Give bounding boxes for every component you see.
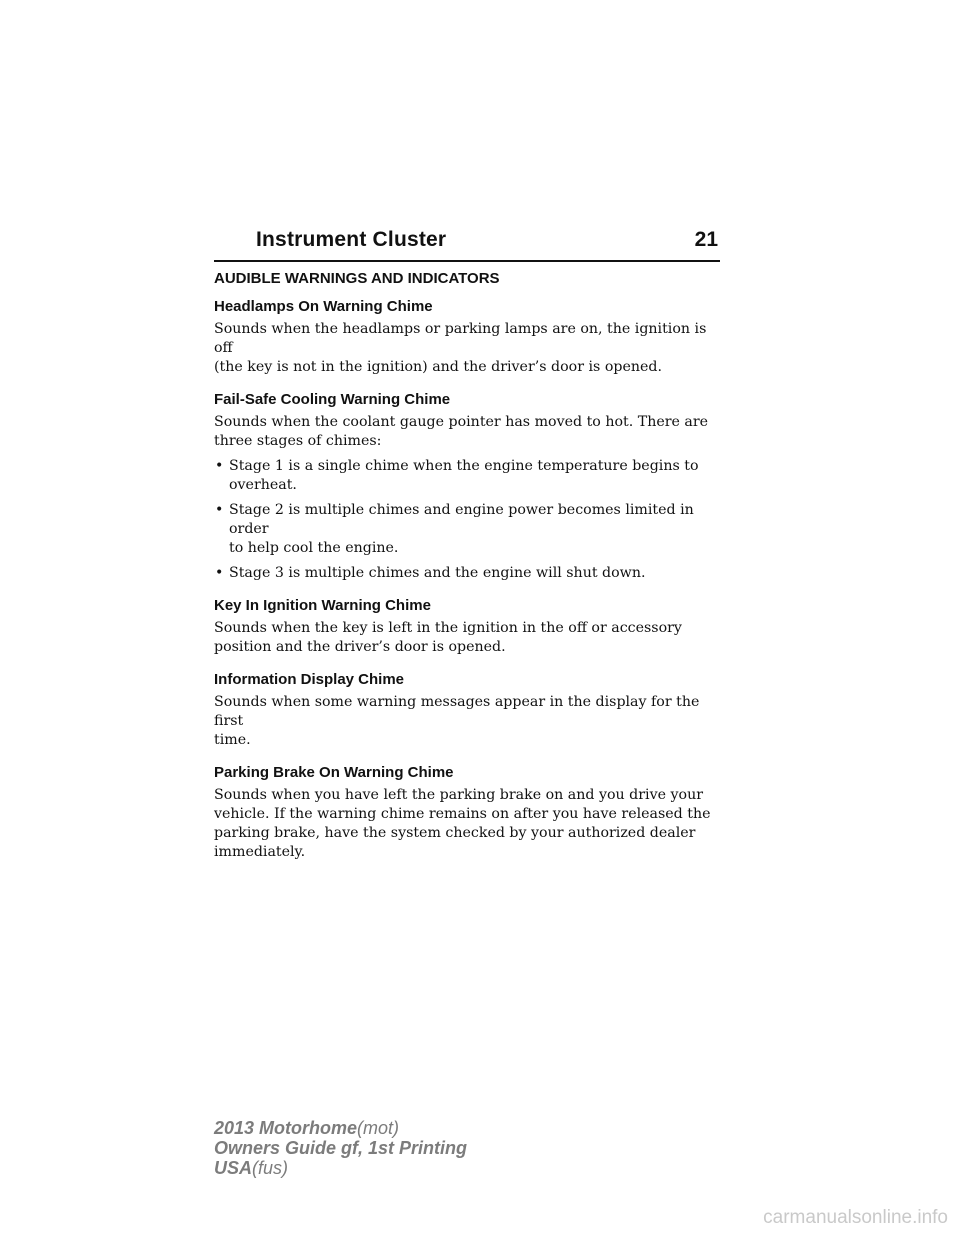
text-line: vehicle. If the warning chime remains on after you have released the xyxy=(214,806,711,822)
paragraph xyxy=(214,693,724,750)
text-line: Sounds when the coolant gauge pointer has moved to hot. There are xyxy=(214,414,709,430)
bullet-icon: • xyxy=(215,458,224,474)
page-header xyxy=(214,228,720,262)
paragraph xyxy=(214,619,724,657)
text-line: time. xyxy=(214,732,251,748)
page-content xyxy=(214,270,724,862)
bullet-list xyxy=(214,457,724,583)
bullet-text-line: to help cool the engine. xyxy=(229,540,399,556)
bullet-item xyxy=(214,457,724,495)
subsection-heading: Parking Brake On Warning Chime xyxy=(214,764,454,781)
subsection-heading: Key In Ignition Warning Chime xyxy=(214,597,431,614)
footer-line-model xyxy=(214,1118,467,1138)
text-line: Sounds when some warning messages appear in the display for the first xyxy=(214,694,700,729)
paragraph xyxy=(214,413,724,451)
section-body xyxy=(214,298,724,862)
bullet-text-line: Stage 2 is multiple chimes and engine power becomes limited in order xyxy=(229,502,694,537)
subsection-heading: Information Display Chime xyxy=(214,671,405,688)
text-line: Sounds when the key is left in the ignition in the off or accessory xyxy=(214,620,682,636)
subsection-heading: Fail-Safe Cooling Warning Chime xyxy=(214,391,451,408)
bullet-text-line: Stage 3 is multiple chimes and the engine will shut down. xyxy=(229,565,646,581)
watermark-text: carmanualsonline.info xyxy=(763,1207,948,1228)
text-line: (the key is not in the ignition) and the driver’s door is opened. xyxy=(214,359,662,375)
text-line: immediately. xyxy=(214,844,306,860)
text-line: three stages of chimes: xyxy=(214,433,382,449)
section-title: AUDIBLE WARNINGS AND INDICATORS xyxy=(214,270,500,287)
header-rule xyxy=(214,260,720,262)
bullet-text-line: Stage 1 is a single chime when the engine temperature begins to xyxy=(229,458,699,474)
bullet-icon: • xyxy=(215,502,224,518)
footer-model-code: (mot) xyxy=(357,1118,400,1138)
bullet-icon: • xyxy=(215,565,224,581)
subsection-heading: Headlamps On Warning Chime xyxy=(214,298,433,315)
bullet-item xyxy=(214,564,724,583)
footer-region: USA xyxy=(214,1158,253,1178)
text-line: position and the driver’s door is opened. xyxy=(214,639,506,655)
footer-line-region xyxy=(214,1158,467,1178)
print-footer xyxy=(214,1118,467,1178)
paragraph xyxy=(214,786,724,862)
footer-printing: Owners Guide gf, 1st Printing xyxy=(214,1138,468,1158)
footer-region-code: (fus) xyxy=(252,1158,289,1178)
page-number: 21 xyxy=(694,228,718,251)
footer-model: 2013 Motorhome xyxy=(214,1118,358,1138)
text-line: parking brake, have the system checked by your authorized dealer xyxy=(214,825,696,841)
bullet-item xyxy=(214,501,724,558)
text-line: Sounds when you have left the parking brake on and you drive your xyxy=(214,787,703,803)
text-line: Sounds when the headlamps or parking lamps are on, the ignition is off xyxy=(214,321,707,356)
chapter-title: Instrument Cluster xyxy=(256,228,447,251)
paragraph xyxy=(214,320,724,377)
bullet-text-line: overheat. xyxy=(229,477,297,493)
